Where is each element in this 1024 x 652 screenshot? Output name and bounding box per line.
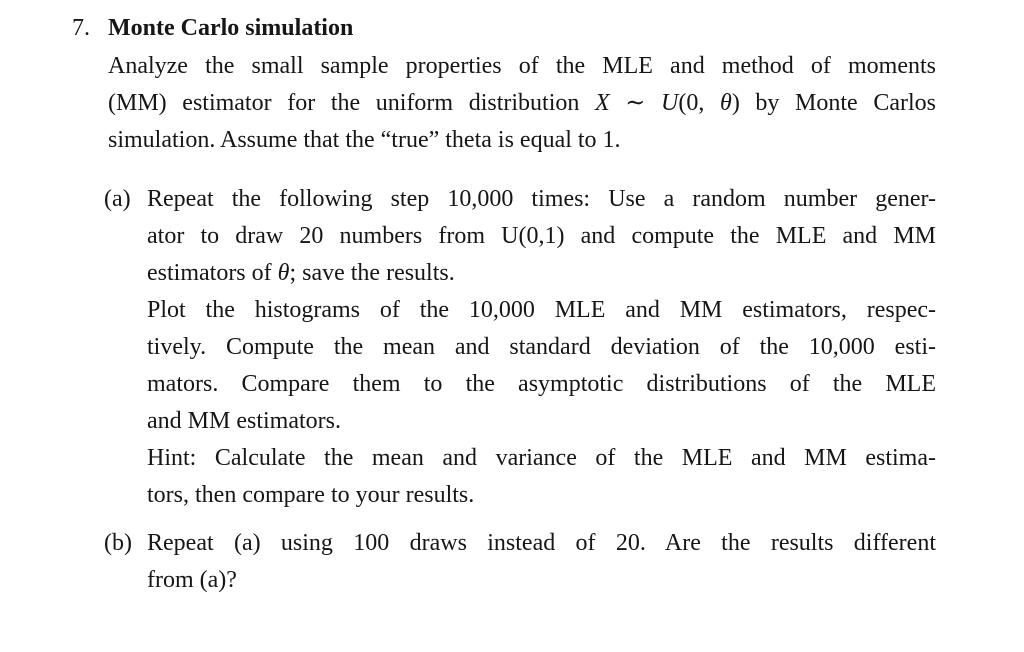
item-a-text (147, 181, 936, 514)
item-a-label: (a) (104, 186, 131, 212)
item-b-label: (b) (104, 530, 132, 556)
item-a-line-4: Plot the histograms of the 10,000 MLE and MM estimators, respec- (147, 297, 936, 323)
item-a-line-1: Repeat the following step 10,000 times: Use a random number gener- (147, 186, 936, 212)
item-a-line-6: mators. Compare them to the asymptotic distributions of the MLE (147, 371, 936, 397)
problem-heading (72, 10, 353, 47)
list-item-b (104, 525, 936, 599)
list-item-a (104, 181, 936, 514)
intro-line-3: simulation. Assume that the “true” theta is equal to 1. (108, 127, 621, 153)
item-a-line-3: estimators of θ; save the results. (147, 260, 455, 286)
problem-title: Monte Carlo simulation (108, 15, 354, 41)
item-a-line-5: tively. Compute the mean and standard deviation of the 10,000 esti- (147, 334, 936, 360)
item-a-line-9: tors, then compare to your results. (147, 482, 475, 508)
item-b-text (147, 525, 936, 599)
item-a-line-7: and MM estimators. (147, 408, 341, 434)
intro-line-1: Analyze the small sample properties of the MLE and method of moments (108, 53, 936, 79)
item-a-line-2: ator to draw 20 numbers from U(0,1) and compute the MLE and MM (147, 223, 936, 249)
item-a-line-8: Hint: Calculate the mean and variance of the MLE and MM estima- (147, 445, 936, 471)
intro-line-2: (MM) estimator for the uniform distribution X ∼ U(0, θ) by Monte Carlos (108, 90, 936, 116)
problem-intro-paragraph (108, 48, 936, 159)
problem-number: 7. (72, 15, 90, 41)
item-b-line-2: from (a)? (147, 567, 237, 593)
item-b-line-1: Repeat (a) using 100 draws instead of 20. Are the results different (147, 530, 936, 556)
